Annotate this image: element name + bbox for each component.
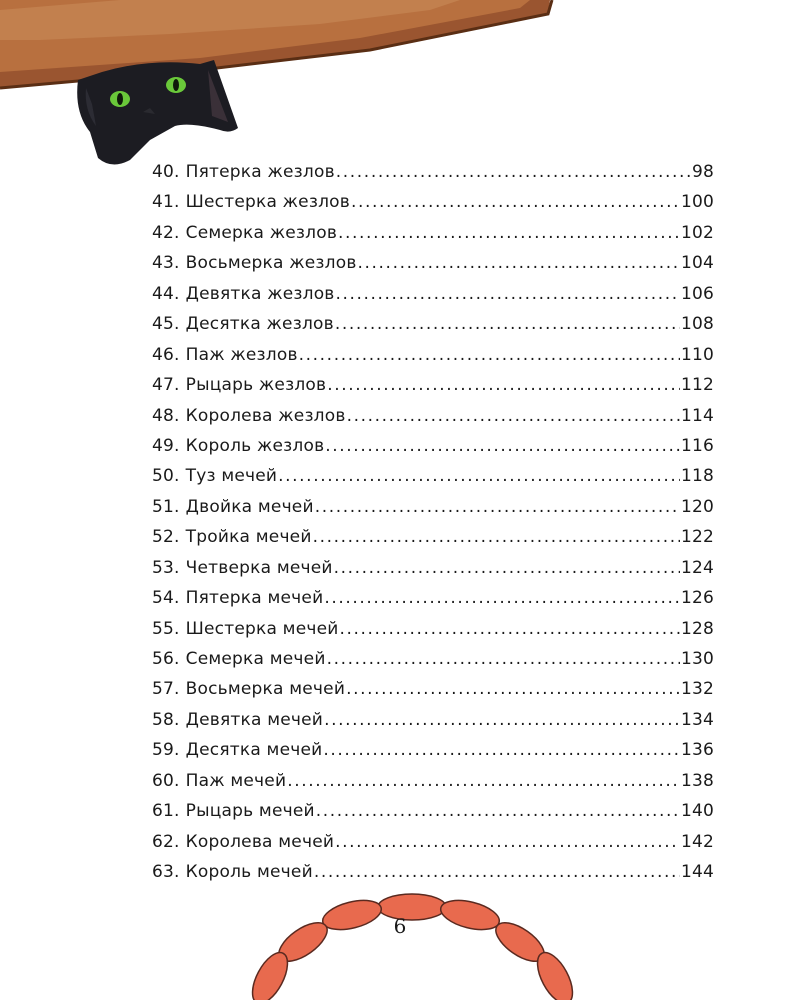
toc-entry	[152, 461, 714, 491]
toc-entry-number: 47.	[152, 375, 180, 396]
toc-entry-number: 61.	[152, 801, 180, 822]
toc-entry-page: 122	[680, 527, 714, 548]
toc-entry-title: Паж мечей	[185, 770, 287, 791]
toc-entry-number: 42.	[152, 222, 180, 243]
toc-dot-leader	[299, 340, 680, 370]
toc-entry-page: 120	[680, 496, 714, 517]
toc-entry-page: 106	[680, 283, 714, 304]
toc-dot-leader	[346, 674, 680, 704]
toc-entry-number: 50.	[152, 466, 180, 487]
toc-entry-number: 45.	[152, 314, 180, 335]
toc-entry-page: 102	[680, 222, 714, 243]
toc-entry-number: 63.	[152, 862, 180, 883]
toc-entry-number: 41.	[152, 192, 180, 213]
toc-entry	[152, 187, 714, 217]
toc-dot-leader	[338, 218, 680, 248]
toc-entry	[152, 614, 714, 644]
black-cat	[77, 60, 238, 165]
toc-dot-leader	[347, 401, 680, 431]
toc-entry-number: 52.	[152, 527, 180, 548]
toc-entry-page: 132	[680, 679, 714, 700]
toc-dot-leader	[313, 522, 680, 552]
toc-dot-leader	[287, 766, 680, 796]
toc-entry-title: Восьмерка мечей	[185, 679, 346, 700]
toc-entry	[152, 218, 714, 248]
page-number: 6	[393, 914, 407, 938]
toc-entry-title: Король жезлов	[185, 435, 325, 456]
toc-entry-page: 138	[680, 770, 714, 791]
toc-entry	[152, 553, 714, 583]
toc-entry	[152, 583, 714, 613]
toc-dot-leader	[324, 705, 680, 735]
toc-entry	[152, 157, 714, 187]
toc-entry-number: 44.	[152, 283, 180, 304]
toc-entry	[152, 705, 714, 735]
toc-entry-number: 43.	[152, 253, 180, 274]
toc-entry-page: 118	[680, 466, 714, 487]
toc-entry-number: 58.	[152, 709, 180, 730]
toc-entry	[152, 492, 714, 522]
wooden-table	[0, 0, 552, 88]
toc-entry-page: 116	[680, 435, 714, 456]
toc-dot-leader	[323, 735, 680, 765]
toc-entry-number: 55.	[152, 618, 180, 639]
sausage-ring-illustration	[0, 880, 800, 1000]
toc-entry-title: Четверка мечей	[185, 557, 333, 578]
toc-entry-number: 51.	[152, 496, 180, 517]
toc-dot-leader	[316, 796, 680, 826]
toc-entry-title: Туз мечей	[185, 466, 278, 487]
toc-dot-leader	[336, 157, 691, 187]
toc-entry-number: 46.	[152, 344, 180, 365]
toc-entry-page: 112	[680, 375, 714, 396]
toc-entry-title: Королева жезлов	[185, 405, 346, 426]
toc-entry-title: Десятка мечей	[185, 740, 323, 761]
toc-entry-page: 142	[680, 831, 714, 852]
toc-entry-number: 54.	[152, 588, 180, 609]
toc-entry	[152, 766, 714, 796]
toc-entry-page: 100	[680, 192, 714, 213]
toc-entry-title: Семерка мечей	[185, 649, 326, 669]
toc-entry-number: 59.	[152, 740, 180, 761]
toc-dot-leader	[335, 827, 680, 857]
toc-entry-page: 108	[680, 314, 714, 335]
toc-entry-page: 128	[680, 618, 714, 639]
toc-entry-title: Рыцарь жезлов	[185, 375, 327, 396]
toc-entry-page: 134	[680, 709, 714, 730]
toc-dot-leader	[327, 644, 680, 674]
toc-entry-title: Двойка мечей	[185, 496, 314, 517]
toc-entry-number: 60.	[152, 770, 180, 791]
toc-dot-leader	[336, 279, 680, 309]
toc-entry-number: 48.	[152, 405, 180, 426]
table-of-contents	[152, 157, 714, 888]
toc-entry-number: 49.	[152, 435, 180, 456]
toc-entry-title: Девятка мечей	[185, 709, 324, 730]
toc-entry-page: 98	[691, 162, 714, 182]
toc-entry	[152, 827, 714, 857]
toc-entry	[152, 644, 714, 674]
toc-dot-leader	[324, 583, 680, 613]
toc-entry	[152, 431, 714, 461]
toc-dot-leader	[315, 492, 680, 522]
toc-dot-leader	[351, 187, 680, 217]
toc-entry-number: 57.	[152, 679, 180, 700]
sausage-ring	[245, 894, 579, 1000]
toc-entry-page: 104	[680, 253, 714, 274]
toc-entry-number: 56.	[152, 649, 180, 669]
toc-entry-page: 136	[680, 740, 714, 761]
toc-entry-page: 144	[680, 862, 714, 883]
toc-entry	[152, 401, 714, 431]
toc-entry-number: 53.	[152, 557, 180, 578]
toc-entry	[152, 340, 714, 370]
toc-entry-title: Шестерка мечей	[185, 618, 339, 639]
toc-entry	[152, 796, 714, 826]
toc-entry	[152, 674, 714, 704]
toc-entry-title: Пятерка мечей	[185, 588, 324, 609]
toc-entry-page: 114	[680, 405, 714, 426]
toc-dot-leader	[334, 553, 680, 583]
toc-dot-leader	[327, 370, 680, 400]
toc-entry-title: Шестерка жезлов	[185, 192, 350, 213]
toc-dot-leader	[335, 309, 680, 339]
toc-dot-leader	[340, 614, 680, 644]
toc-dot-leader	[358, 248, 680, 278]
toc-entry-title: Рыцарь мечей	[185, 801, 315, 822]
toc-entry	[152, 279, 714, 309]
toc-entry-title: Король мечей	[185, 862, 313, 883]
toc-entry-page: 130	[680, 649, 714, 669]
toc-entry-number: 40.	[152, 162, 180, 182]
table-cat-illustration	[0, 0, 800, 170]
toc-entry-page: 110	[680, 344, 714, 365]
toc-dot-leader	[325, 431, 680, 461]
toc-entry-title: Королева мечей	[185, 831, 335, 852]
toc-entry-title: Семерка жезлов	[185, 222, 338, 243]
toc-entry	[152, 735, 714, 765]
toc-entry	[152, 248, 714, 278]
toc-entry-page: 140	[680, 801, 714, 822]
toc-entry	[152, 522, 714, 552]
toc-entry-title: Паж жезлов	[185, 344, 298, 365]
toc-entry-title: Тройка мечей	[185, 527, 312, 548]
toc-entry-page: 124	[680, 557, 714, 578]
toc-entry-title: Девятка жезлов	[185, 283, 335, 304]
toc-entry-title: Десятка жезлов	[185, 314, 334, 335]
toc-entry-page: 126	[680, 588, 714, 609]
toc-entry	[152, 309, 714, 339]
toc-entry-title: Пятерка жезлов	[185, 162, 335, 182]
toc-entry	[152, 370, 714, 400]
toc-entry-title: Восьмерка жезлов	[185, 253, 357, 274]
toc-entry-number: 62.	[152, 831, 180, 852]
toc-dot-leader	[278, 461, 680, 491]
